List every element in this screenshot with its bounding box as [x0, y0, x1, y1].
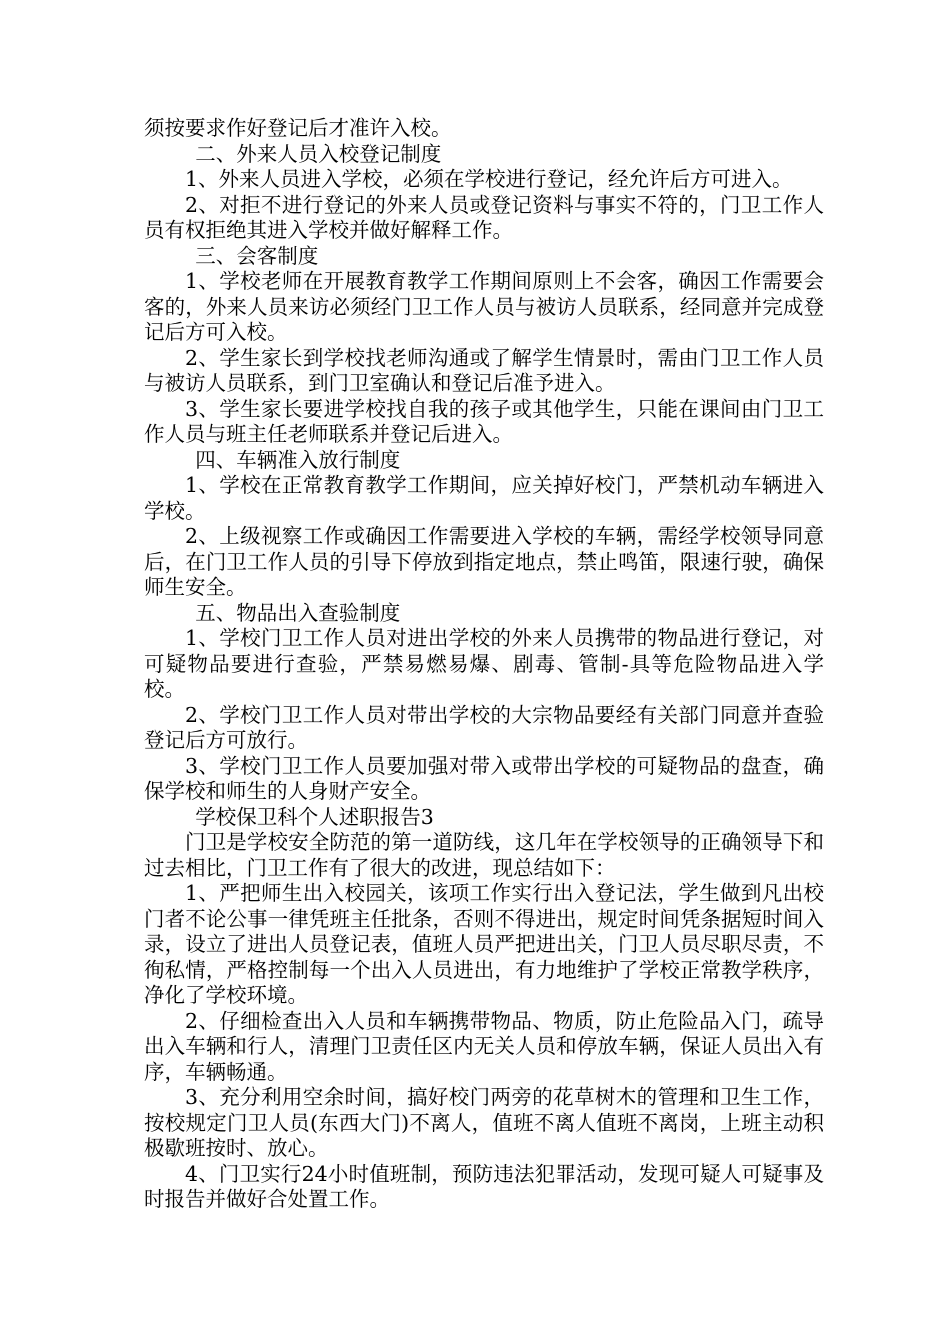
- paragraph: 2、仔细检查出入人员和车辆携带物品、物质，防止危险品入门，疏导出入车辆和行人，清理门卫责任区内无关人员和停放车辆，保证人员出入有序，车辆畅通。: [144, 1008, 824, 1084]
- paragraph: 2、学校门卫工作人员对带出学校的大宗物品要经有关部门同意并查验登记后方可放行。: [144, 702, 824, 752]
- section-heading-guest-reception: 三、会客制度: [195, 243, 319, 268]
- paragraph: 3、学生家长要进学校找自我的孩子或其他学生，只能在课间由门卫工作人员与班主任老师联系并登记后进入。: [144, 396, 824, 446]
- section-heading-visitor-registration: 二、外来人员入校登记制度: [195, 141, 442, 166]
- document-page: [144, 116, 824, 1213]
- paragraph: 2、对拒不进行登记的外来人员或登记资料与事实不符的，门卫工作人员有权拒绝其进入学校并做好解释工作。: [144, 192, 824, 242]
- paragraph: 1、外来人员进入学校，必须在学校进行登记，经允许后方可进入。: [185, 167, 793, 191]
- paragraph: 3、学校门卫工作人员要加强对带入或带出学校的可疑物品的盘查，确保学校和师生的人身财产安全。: [144, 753, 824, 803]
- paragraph: 门卫是学校安全防范的第一道防线，这几年在学校领导的正确领导下和过去相比，门卫工作有了很大的改进，现总结如下：: [144, 830, 824, 880]
- paragraph: 1、学校老师在开展教育教学工作期间原则上不会客，确因工作需要会客的，外来人员来访必须经门卫工作人员与被访人员联系，经同意并完成登记后方可入校。: [144, 269, 824, 344]
- paragraph: 4、门卫实行24小时值班制，预防违法犯罪活动，发现可疑人可疑事及时报告并做好合处置工作。: [144, 1161, 824, 1211]
- section-heading-item-inspection: 五、物品出入查验制度: [195, 600, 401, 625]
- paragraph: 2、学生家长到学校找老师沟通或了解学生情景时，需由门卫工作人员与被访人员联系，到门卫室确认和登记后准予进入。: [144, 345, 824, 395]
- paragraph: 2、上级视察工作或确因工作需要进入学校的车辆，需经学校领导同意后，在门卫工作人员的引导下停放到指定地点，禁止鸣笛，限速行驶，确保师生安全。: [144, 524, 824, 599]
- paragraph: 1、学校在正常教育教学工作期间，应关掉好校门，严禁机动车辆进入学校。: [144, 473, 824, 523]
- paragraph: 1、学校门卫工作人员对进出学校的外来人员携带的物品进行登记，对可疑物品要进行查验，严禁易燃易爆、剧毒、管制-具等危险物品进入学校。: [144, 626, 824, 701]
- report-title: 学校保卫科个人述职报告3: [195, 804, 434, 829]
- section-heading-vehicle-access: 四、车辆准入放行制度: [195, 447, 401, 472]
- paragraph-continuation: 须按要求作好登记后才准许入校。: [144, 116, 452, 140]
- paragraph: 3、充分利用空余时间，搞好校门两旁的花草树木的管理和卫生工作，按校规定门卫人员(东西大门)不离人，值班不离人值班不离岗，上班主动积极歇班按时、放心。: [144, 1085, 824, 1160]
- paragraph: 1、严把师生出入校园关，该项工作实行出入登记法，学生做到凡出校门者不论公事一律凭班主任批条，否则不得进出，规定时间凭条据短时间入录，设立了进出人员登记表，值班人员严把进出关，门卫人员尽职尽责，不徇私情，严格控制每一个出入人员进出，有力地维护了学校正常教学秩序，净化了学校环境。: [144, 881, 824, 1007]
